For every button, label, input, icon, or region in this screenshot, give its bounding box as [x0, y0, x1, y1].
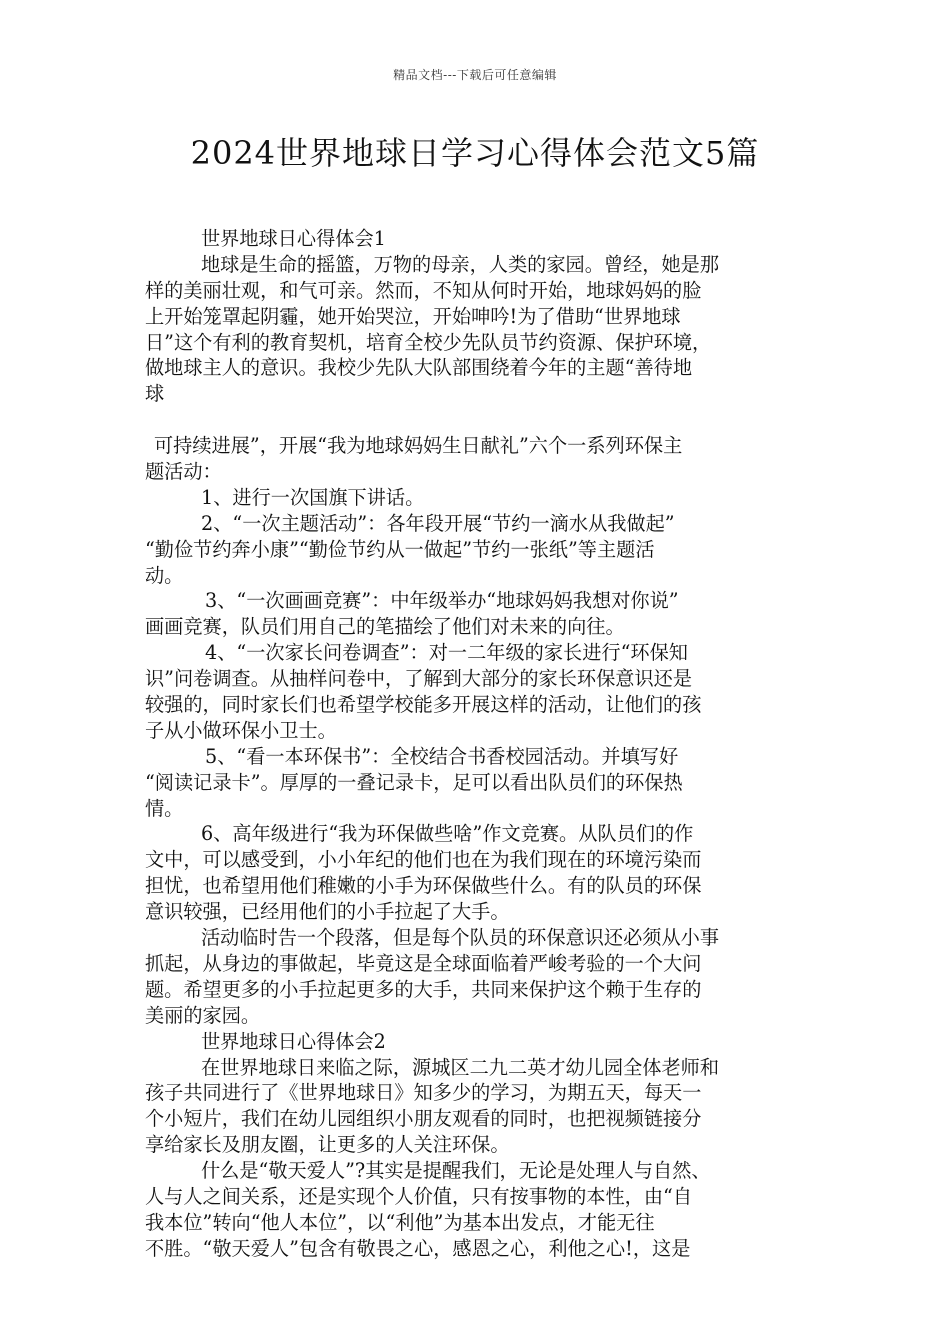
body-text	[145, 226, 807, 1262]
paragraph-line: 美丽的家园。	[145, 1003, 261, 1027]
paragraph-line: 孩子共同进行了《世界地球日》知多少的学习，为期五天，每天一	[145, 1081, 702, 1105]
section-heading: 世界地球日心得体会1	[201, 227, 386, 250]
paragraph-line: 我本位”转向“他人本位”，以“利他”为基本出发点，才能无往	[145, 1210, 655, 1234]
paragraph-line: 题活动：	[145, 460, 222, 484]
paragraph-line: 地球是生命的摇篮，万物的母亲，人类的家园。曾经，她是那	[201, 252, 720, 276]
paragraph-line: 人与人之间关系，还是实现个人价值，只有按事物的本性，由“自	[145, 1184, 693, 1208]
paragraph-line: 样的美丽壮观，和气可亲。然而，不知从何时开始，地球妈妈的脸	[145, 278, 702, 302]
section-heading: 世界地球日心得体会2	[201, 1029, 386, 1053]
paragraph-line: 担忧，也希望用他们稚嫩的小手为环保做些什么。有的队员的环保	[145, 874, 702, 898]
paragraph-line: 日”这个有利的教育契机，培育全校少先队员节约资源、保护环境，	[145, 330, 712, 354]
list-item: 4、“一次家长问卷调查”：对一二年级的家长进行“环保知	[205, 641, 688, 665]
list-item: 5、“看一本环保书”：全校结合书香校园活动。并填写好	[205, 744, 679, 768]
paragraph-line: 享给家长及朋友圈，让更多的人关注环保。	[145, 1133, 510, 1157]
blank-line	[145, 407, 807, 433]
paragraph-line: 在世界地球日来临之际，源城区二九二英才幼儿园全体老师和	[201, 1055, 720, 1079]
paragraph-line: 情。	[145, 796, 184, 820]
paragraph-line: 识”问卷调查。从抽样问卷中，了解到大部分的家长环保意识还是	[145, 667, 693, 691]
paragraph-line: “勤俭节约奔小康”“勤俭节约从一做起”节约一张纸”等主题活	[145, 537, 655, 561]
paragraph-line: “阅读记录卡”。厚厚的一叠记录卡，足可以看出队员们的环保热	[145, 770, 683, 794]
paragraph-line: 上开始笼罩起阴霾，她开始哭泣，开始呻吟!为了借助“世界地球	[145, 304, 681, 328]
paragraph-line: 不胜。“敬天爱人”包含有敬畏之心，感恩之心，利他之心!，这是	[145, 1236, 691, 1260]
paragraph-line: 较强的，同时家长们也希望学校能多开展这样的活动，让他们的孩	[145, 693, 702, 717]
paragraph-line: 动。	[145, 563, 184, 587]
paragraph-line: 意识较强，已经用他们的小手拉起了大手。	[145, 900, 510, 924]
paragraph-line: 活动临时告一个段落，但是每个队员的环保意识还必须从小事	[201, 926, 720, 950]
paragraph-line: 个小短片，我们在幼儿园组织小朋友观看的同时，也把视频链接分	[145, 1107, 702, 1131]
list-item: 2、“一次主题活动”：各年段开展“节约一滴水从我做起”	[201, 511, 675, 535]
paragraph-line: 什么是“敬天爱人”?其实是提醒我们，无论是处理人与自然、	[201, 1159, 711, 1183]
page-title: 2024世界地球日学习心得体会范文5篇	[190, 134, 760, 172]
header-note: 精品文档---下载后可任意编辑	[393, 68, 557, 82]
list-item: 6、高年级进行“我为环保做些啥”作文竞赛。从队员们的作	[201, 822, 694, 846]
paragraph-line: 画画竞赛，队员们用自己的笔描绘了他们对未来的向往。	[145, 615, 625, 639]
paragraph-line: 题。希望更多的小手拉起更多的大手，共同来保护这个赖于生存的	[145, 977, 702, 1001]
paragraph-line: 抓起，从身边的事做起，毕竟这是全球面临着严峻考验的一个大问	[145, 951, 702, 975]
paragraph-line: 球	[145, 382, 165, 406]
list-item: 3、“一次画画竞赛”：中年级举办“地球妈妈我想对你说”	[205, 589, 679, 613]
paragraph-line: 可持续进展”，开展“我为地球妈妈生日献礼”六个一系列环保主	[154, 434, 683, 458]
paragraph-line: 文中，可以感受到，小小年纪的他们也在为我们现在的环境污染而	[145, 848, 702, 872]
paragraph-line: 子从小做环保小卫士。	[145, 718, 337, 742]
list-item: 1、进行一次国旗下讲话。	[201, 485, 425, 509]
paragraph-line: 做地球主人的意识。我校少先队大队部围绕着今年的主题“善待地	[145, 356, 693, 380]
